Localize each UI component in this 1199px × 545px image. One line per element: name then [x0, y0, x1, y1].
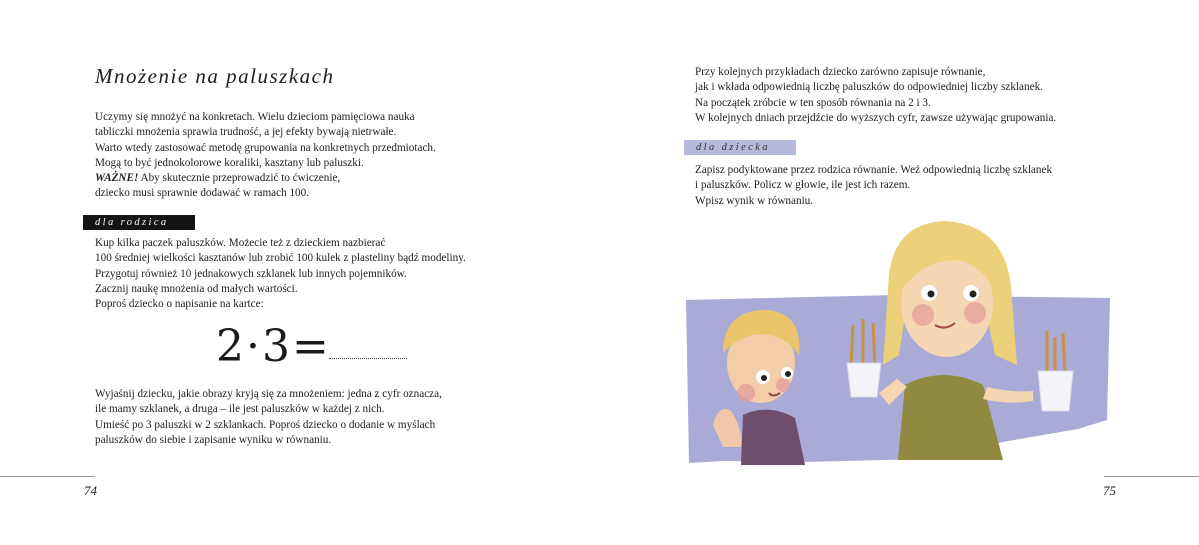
text-line: Wyjaśnij dziecku, jakie obrazy kryją się za mnożeniem: jedna z cyfr oznacza,: [95, 388, 442, 400]
important-line: [95, 171, 436, 186]
text-line: Mogą to być jednokolorowe koraliki, kasztany lub paluszki.: [95, 156, 364, 169]
text-line: Zacznij naukę mnożenia od małych wartości.: [95, 282, 298, 295]
text-line: Umieść po 3 paluszki w 2 szklankach. Poproś dziecko o dodanie w myślach: [95, 418, 436, 431]
text-line: Warto wtedy zastosować metodę grupowania na konkretnych przedmiotach.: [95, 141, 436, 154]
footer-rule-right: [1104, 476, 1199, 477]
text-line: dziecko musi sprawnie dodawać w ramach 100.: [95, 187, 310, 200]
explanation-paragraph: [95, 387, 442, 448]
text-line: W kolejnych dniach przejdźcie do wyższych cyfr, zawsze używając grupowania.: [695, 111, 1057, 124]
footer-rule-left: [0, 476, 95, 477]
intro-paragraph: [95, 110, 436, 202]
child-instructions: [695, 163, 1052, 209]
page-number-left: 74: [84, 483, 97, 498]
text-line: i paluszków. Policz w głowie, ile jest ich razem.: [695, 179, 911, 192]
text-line: paluszków do siebie i zapisanie wyniku w równaniu.: [95, 433, 332, 446]
important-text: Aby skutecznie przeprowadzić to ćwiczenie,: [138, 172, 341, 185]
page-number-right: 75: [1103, 483, 1116, 498]
text-line: ile mamy szklanek, a druga – ile jest paluszków w każdej z nich.: [95, 403, 385, 416]
text-line: Przy kolejnych przykładach dziecko zarówno zapisuje równanie,: [695, 66, 986, 78]
text-line: Przygotuj również 10 jednakowych szklanek lub innych pojemników.: [95, 267, 407, 280]
child-section-tag: dla dziecka: [684, 140, 796, 155]
parent-instructions: [95, 236, 466, 312]
multiplication-equation: 2·3=: [216, 321, 331, 372]
right-intro-paragraph: [695, 65, 1056, 126]
text-line: Uczymy się mnożyć na konkretach. Wielu dzieciom pamięciowa nauka: [95, 111, 415, 123]
text-line: 100 średniej wielkości kasztanów lub zrobić 100 kulek z plasteliny bądź modeliny.: [95, 252, 466, 265]
children-illustration: [683, 215, 1113, 465]
text-line: Na początek zróbcie w ten sposób równania na 2 i 3.: [695, 96, 931, 109]
important-label: WAŻNE!: [95, 172, 139, 185]
text-line: Poproś dziecko o napisanie na kartce:: [95, 298, 264, 311]
parent-section-tag: dla rodzica: [83, 215, 195, 230]
text-line: Kup kilka paczek paluszków. Możecie też z dzieckiem nazbierać: [95, 237, 386, 249]
text-line: jak i wkłada odpowiednią liczbę paluszków do odpowiedniej liczby szklanek.: [695, 81, 1043, 94]
answer-blank: [329, 358, 407, 359]
page-title: Mnożenie na paluszkach: [95, 64, 335, 88]
text-line: Wpisz wynik w równaniu.: [695, 194, 814, 207]
text-line: Zapisz podyktowane przez rodzica równanie. Weź odpowiednią liczbę szklanek: [695, 164, 1053, 176]
text-line: tabliczki mnożenia sprawia trudność, a jej efekty bywają nietrwałe.: [95, 126, 397, 139]
